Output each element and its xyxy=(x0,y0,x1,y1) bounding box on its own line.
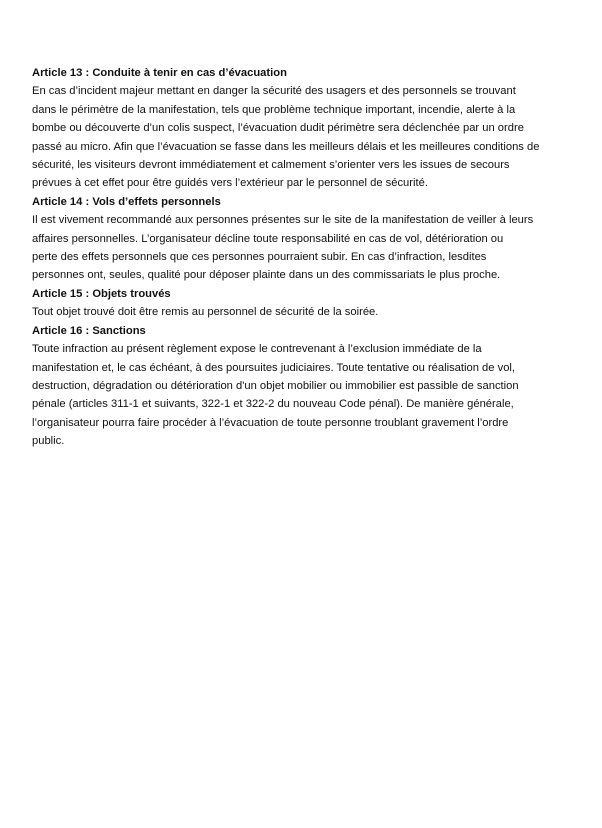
article-16 xyxy=(32,322,577,451)
article-16-line: pénale (articles 311-1 et suivants, 322-1 et 322-2 du nouveau Code pénal). De manière générale, xyxy=(32,398,514,411)
article-14 xyxy=(32,193,577,285)
article-14-line: personnes ont, seules, qualité pour déposer plainte dans un des commissariats le plus proche. xyxy=(32,269,501,282)
article-14-title: Article 14 : Vols d’effets personnels xyxy=(32,195,221,208)
article-16-title: Article 16 : Sanctions xyxy=(32,324,146,337)
article-13-line: prévues à cet effet pour être guidés vers l’extérieur par le personnel de sécurité. xyxy=(32,177,428,190)
article-13-line: bombe ou découverte d’un colis suspect, l’évacuation dudit périmètre sera déclenchée par un ordre xyxy=(32,122,524,135)
article-15-line: Tout objet trouvé doit être remis au personnel de sécurité de la soirée. xyxy=(32,306,379,319)
document-page xyxy=(32,64,577,451)
article-16-line: destruction, dégradation ou détérioration d'un objet mobilier ou immobilier est passible de sanction xyxy=(32,379,519,392)
article-13 xyxy=(32,64,577,193)
article-14-line: perte des effets personnels que ces personnes pourraient subir. En cas d’infraction, lesdites xyxy=(32,251,487,264)
article-15 xyxy=(32,285,577,322)
article-16-body xyxy=(32,340,577,450)
article-14-body xyxy=(32,211,577,285)
article-16-line: l’organisateur pourra faire procéder à l’évacuation de toute personne troublant gravement l’ordre xyxy=(32,416,509,429)
article-13-body xyxy=(32,82,577,192)
article-15-title: Article 15 : Objets trouvés xyxy=(32,287,171,300)
article-16-line: public. xyxy=(32,435,65,448)
article-13-line: dans le périmètre de la manifestation, tels que problème technique important, incendie, alerte à la xyxy=(32,103,516,116)
article-13-title: Article 13 : Conduite à tenir en cas d’évacuation xyxy=(32,67,287,79)
article-15-body xyxy=(32,303,577,321)
article-13-line: En cas d’incident majeur mettant en danger la sécurité des usagers et des personnels se trouvant xyxy=(32,85,516,98)
article-14-line: Il est vivement recommandé aux personnes présentes sur le site de la manifestation de veiller à leurs xyxy=(32,214,534,227)
article-14-line: affaires personnelles. L’organisateur décline toute responsabilité en cas de vol, détérioration ou xyxy=(32,232,504,245)
article-16-line: Toute infraction au présent règlement expose le contrevenant à l’exclusion immédiate de la xyxy=(32,343,482,356)
article-16-line: manifestation et, le cas échéant, à des poursuites judiciaires. Toute tentative ou réalisation de vol, xyxy=(32,361,516,374)
article-13-line: sécurité, les visiteurs devront immédiatement et calmement s’orienter vers les issues de secours xyxy=(32,159,510,172)
article-13-line: passé au micro. Afin que l’évacuation se fasse dans les meilleurs délais et les meilleures conditions de xyxy=(32,140,540,153)
